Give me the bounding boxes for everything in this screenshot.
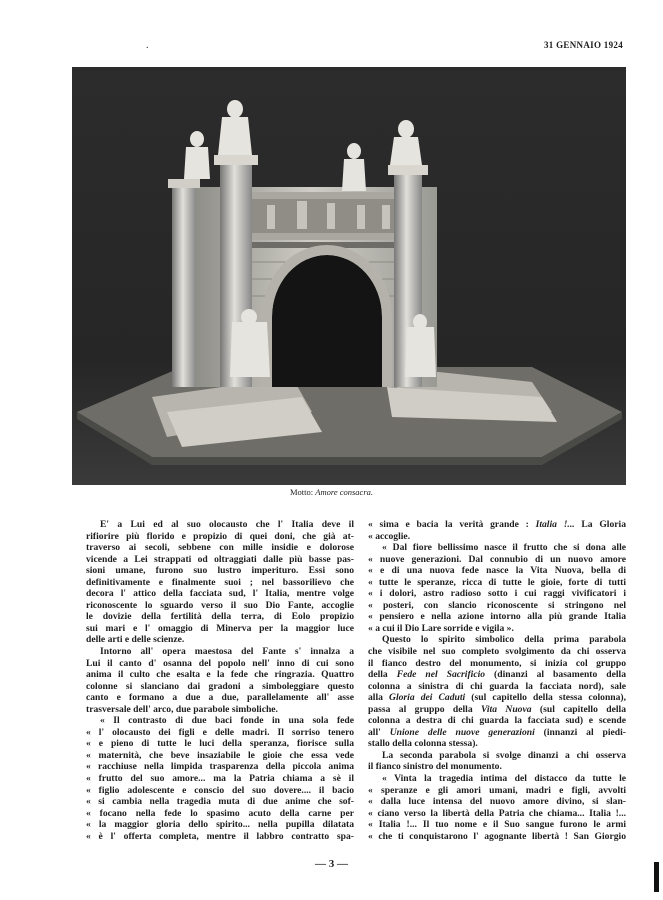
text-segment: all' bbox=[368, 726, 390, 738]
text-line: « Vinta la tragedia intima del distacco da tutte le bbox=[382, 773, 626, 785]
paragraph bbox=[368, 773, 626, 842]
monument-photo bbox=[72, 67, 626, 485]
paragraph bbox=[368, 634, 626, 749]
text-line bbox=[368, 692, 626, 704]
issue-date: 31 GENNAIO 1924 bbox=[543, 40, 623, 50]
text-segment: passa al gruppo della bbox=[368, 703, 482, 715]
text-line: sioni umane, furono suo lustro imperituro. Essi sono bbox=[86, 565, 354, 577]
text-line: colonna a sinistra di chi guarda la facciata nord), sale bbox=[368, 680, 626, 692]
paragraph bbox=[86, 519, 354, 646]
italic-title: Unione delle nuove generazioni bbox=[389, 726, 535, 738]
text-line: le dovizie della fertilità della terra, di Eolo propizio bbox=[86, 611, 354, 623]
text-line: « l' olocausto dei figli e delle madri. Il sorriso tenero bbox=[86, 726, 354, 738]
text-line: il fianco sinistro del monumento. bbox=[368, 761, 502, 773]
photo-caption bbox=[0, 487, 663, 497]
text-segment: alla bbox=[368, 692, 390, 704]
text-line: « ciano verso la libertà della Patria che chiama... Italia !... bbox=[368, 807, 626, 819]
text-line: colonna a destra di chi guarda la facciata sud) e scende bbox=[368, 715, 626, 727]
text-line: « speranze e gli amori umani, madri e figli, avvolti bbox=[368, 784, 626, 796]
text-line: « tutte le speranze, ricca di tutte le gioie, forte di tutti bbox=[368, 576, 626, 588]
text-line: « Il contrasto di due baci fonde in una sola fede bbox=[100, 715, 354, 727]
text-line: trasversale dell' arco, due parabole simboliche. bbox=[86, 703, 278, 715]
page-number: — 3 — bbox=[315, 858, 348, 870]
text-line: canto e formano a due a due, parallelamente all' asse bbox=[86, 692, 354, 704]
text-line: « a cui il Dio Lare sorride e vigila ». bbox=[368, 622, 514, 634]
paragraph bbox=[86, 715, 354, 842]
text-line: « Italia !... Il tuo nome e il Suo sangue furono le armi bbox=[368, 819, 626, 831]
text-line: sui mari e l' omaggio di Minerva per la maggior luce bbox=[86, 622, 354, 634]
text-column-right bbox=[368, 519, 626, 842]
paragraph bbox=[368, 542, 626, 634]
text-line: « i dolori, astro radioso sotto i cui raggi vivificatori i bbox=[368, 588, 626, 600]
text-line: riconoscente lo sguardo verso il suo Dio Fante, accoglie bbox=[86, 599, 354, 611]
text-line: « maternità, che beve insaziabile le gioie che essa vede bbox=[86, 749, 354, 761]
text-line: « è l' offerta completa, mentre il labbro contratto spa- bbox=[86, 830, 354, 842]
text-segment: La Gloria bbox=[574, 519, 626, 530]
text-line: La seconda parabola si svolge dinanzi a chi osserva bbox=[382, 749, 626, 761]
text-line: stallo della colonna stessa). bbox=[368, 738, 478, 750]
text-line: il fianco destro del monumento, si inizia col gruppo bbox=[368, 657, 626, 669]
page-mark: . bbox=[146, 40, 149, 51]
text-line: vicende a Lei strappati od oltraggiati dalle più basse pas- bbox=[86, 553, 354, 565]
text-line bbox=[368, 519, 626, 531]
text-line: decora l' attico della facciata sud, l' Italia, mentre volge bbox=[86, 588, 354, 600]
text-line: « e di una nuova fede nasce la Vita Nuova, bella di bbox=[368, 565, 626, 577]
text-line: « racchiuse nella limpida trasparenza della piccola anima bbox=[86, 761, 354, 773]
italic-title: Fede nel Sacrificio bbox=[396, 669, 486, 681]
text-line: « dalla luce intensa del nuovo amore divino, si slan- bbox=[368, 796, 626, 808]
italic-title: Vita Nuova bbox=[481, 703, 532, 715]
text-line: « focano nella fede lo spasimo acuto della carne per bbox=[86, 807, 354, 819]
text-line: « pensiero e nella azione intorno alla più grande Italia bbox=[368, 611, 626, 623]
text-line: anima il culto che esalta e la fede che ringrazia. Quattro bbox=[86, 669, 354, 681]
text-line: rifiorire più florido e propizio di quei doni, che già at- bbox=[86, 530, 354, 542]
italic-title: Italia !... bbox=[535, 519, 575, 530]
scan-edge-mark bbox=[654, 862, 659, 892]
paragraph bbox=[368, 750, 626, 773]
text-segment: (dinanzi al basamento della bbox=[485, 669, 627, 681]
text-line: « si cambia nella tragedia muta di due anime che sof- bbox=[86, 796, 354, 808]
paragraph bbox=[368, 519, 626, 542]
monument-illustration bbox=[72, 67, 626, 485]
text-line: delle arti e delle scienze. bbox=[86, 634, 185, 646]
text-line: « e pieno di tutte le luci della speranza, fiorisce sulla bbox=[86, 738, 354, 750]
text-line bbox=[368, 727, 626, 739]
text-line: E' a Lui ed al suo olocausto che l' Italia deve il bbox=[100, 519, 354, 530]
text-line: Intorno all' opera maestosa del Fante s' innalza a bbox=[100, 646, 354, 658]
text-column-left bbox=[86, 519, 354, 842]
text-line: « figlio adolescente e conscio del suo dovere.... il bacio bbox=[86, 784, 354, 796]
text-line: « accoglie. bbox=[368, 530, 411, 542]
text-line bbox=[368, 669, 626, 681]
caption-motto: Amore consacra. bbox=[315, 487, 374, 497]
text-line: « che ti conquistarono l' agognante libertà ! San Giorgio bbox=[368, 830, 626, 842]
paragraph bbox=[86, 646, 354, 715]
text-segment: (sul capitello della bbox=[531, 703, 626, 715]
text-line: « posteri, con slancio riconoscente si stringono nel bbox=[368, 599, 626, 611]
text-line: colonne si slanciano dai gradoni a simboleggiare questo bbox=[86, 680, 354, 692]
text-line: « frutto del suo amore... ma la Patria chiama a sè il bbox=[86, 773, 354, 785]
text-segment: della bbox=[368, 669, 397, 681]
italic-title: Gloria dei Caduti bbox=[389, 692, 466, 704]
text-line: che visibile nel suo completo svolgimento da chi osserva bbox=[368, 646, 626, 658]
text-line: Lui il canto d' osanna del popolo nell' inno di cui sono bbox=[86, 657, 354, 669]
text-line: « Dal fiore bellissimo nasce il frutto che si dona alle bbox=[382, 542, 626, 554]
text-segment: « sima e bacia la verità grande : bbox=[368, 519, 536, 530]
text-line bbox=[368, 704, 626, 716]
text-line: « nuove generazioni. Dal connubio di un nuovo amore bbox=[368, 553, 626, 565]
text-line: definitivamente e finalmente suoi ; nel bassorilievo che bbox=[86, 576, 354, 588]
text-segment: (innanzi al piedi- bbox=[534, 726, 626, 738]
caption-label: Motto: bbox=[289, 487, 314, 497]
text-segment: (sul capitello della stessa colonna), bbox=[465, 692, 627, 704]
text-line: traverso ai secoli, sebbene con mille insidie e dolorose bbox=[86, 542, 354, 554]
text-line: Questo lo spirito simbolico della prima parabola bbox=[382, 634, 626, 646]
text-line: « la maggior gloria dello spirito... nella pupilla dilatata bbox=[86, 819, 354, 831]
